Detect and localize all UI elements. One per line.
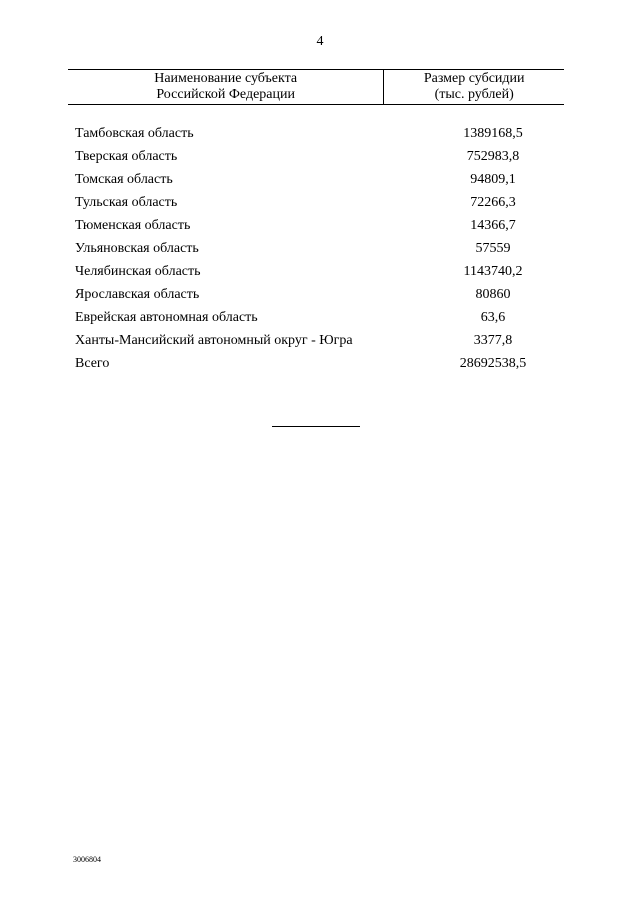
subsidy-amount: 94809,1: [470, 171, 516, 187]
table-row: [68, 145, 564, 168]
header-subsidy-amount: [384, 70, 564, 104]
table-row: [68, 122, 564, 145]
region-name: Тульская область: [75, 194, 178, 210]
table-body: [68, 122, 564, 375]
table-row: [68, 329, 564, 352]
region-name: Ярославская область: [75, 286, 200, 302]
table-row: [68, 214, 564, 237]
header-region-line1: Наименование субъекта: [154, 71, 298, 86]
subsidy-amount: 57559: [475, 240, 511, 256]
total-label: Всего: [75, 355, 110, 371]
table-row: [68, 306, 564, 329]
region-name: Ханты-Мансийский автономный округ - Югра: [75, 332, 353, 348]
region-name: Томская область: [75, 171, 173, 187]
subsidy-amount: 1143740,2: [463, 263, 523, 279]
table-row-total: [68, 352, 564, 375]
subsidy-amount: 752983,8: [466, 148, 520, 164]
region-name: Челябинская область: [75, 263, 201, 279]
subsidy-amount: 63,6: [480, 309, 506, 325]
region-name: Ульяновская область: [75, 240, 199, 256]
total-amount: 28692538,5: [459, 355, 527, 371]
subsidy-amount: 1389168,5: [463, 125, 523, 141]
header-amount-line2: (тыс. рублей): [434, 87, 514, 102]
region-name: Тверская область: [75, 148, 178, 164]
table-row: [68, 168, 564, 191]
end-divider: [272, 426, 360, 427]
table-header: [68, 69, 564, 105]
subsidy-table: [68, 69, 564, 375]
header-amount-line1: Размер субсидии: [423, 71, 525, 86]
subsidy-amount: 3377,8: [473, 332, 513, 348]
table-row: [68, 191, 564, 214]
subsidy-amount: 14366,7: [470, 217, 516, 233]
table-row: [68, 237, 564, 260]
table-row: [68, 260, 564, 283]
header-region-name: [68, 70, 384, 104]
page-number: 4: [316, 34, 324, 49]
region-name: Еврейская автономная область: [75, 309, 258, 325]
region-name: Тюменская область: [75, 217, 191, 233]
subsidy-amount: 80860: [475, 286, 511, 302]
subsidy-amount: 72266,3: [470, 194, 516, 210]
document-code: 3006804: [73, 855, 101, 864]
header-region-line2: Российской Федерации: [156, 87, 295, 102]
table-row: [68, 283, 564, 306]
region-name: Тамбовская область: [75, 125, 194, 141]
